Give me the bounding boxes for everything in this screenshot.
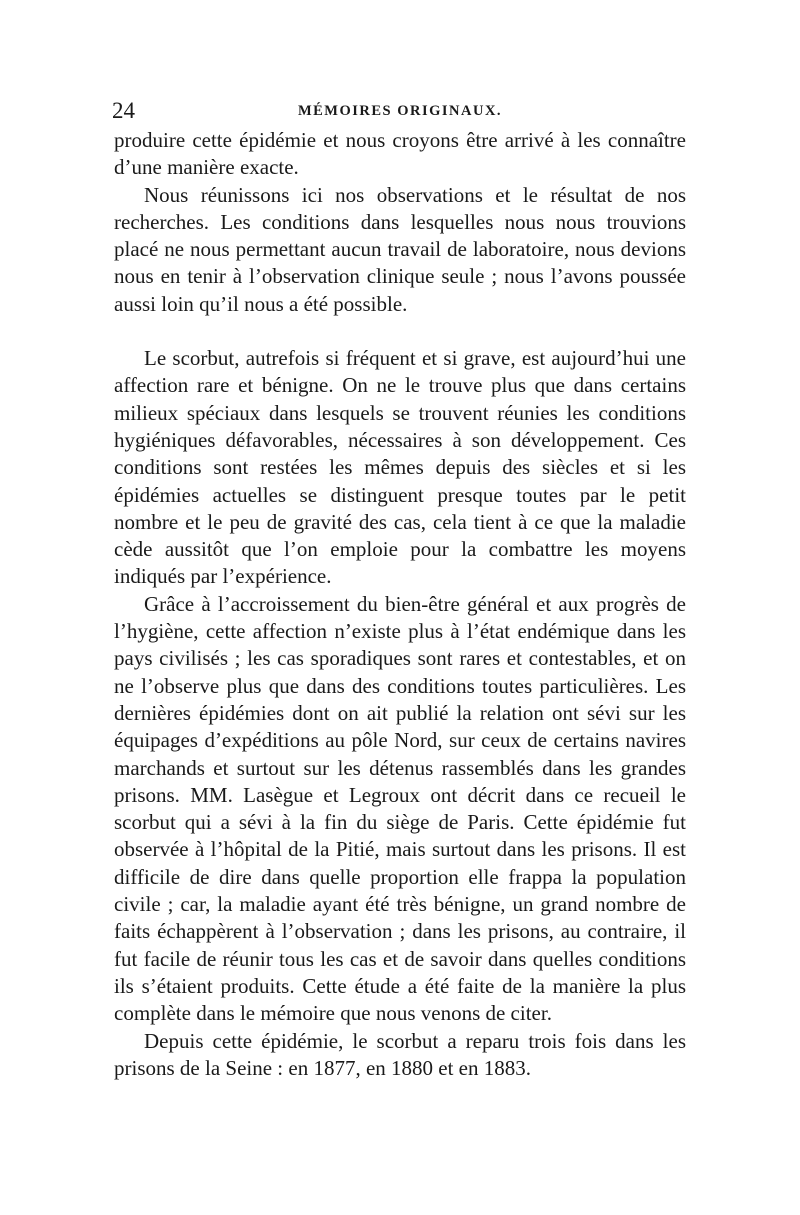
paragraph-observations: Nous réunissons ici nos observations et le résultat de nos recherches. Les conditions dans lesquelles nous nous trouvions placé ne nous permettant aucun travail de laboratoire, nous devions nous en tenir à l’observation clinique seule ; nous l’avons poussée aussi loin qu’il nous a été possible. (114, 182, 686, 316)
page-header (112, 98, 688, 128)
page-number: 24 (112, 98, 135, 123)
section-break (114, 318, 686, 345)
paragraph-hygiene: Grâce à l’accroissement du bien-être général et aux progrès de l’hygiène, cette affection n’existe plus à l’état endémique dans les pays civilisés ; les cas sporadiques sont rares et contestables, et on ne l’observe plus que dans des conditions toutes particulières. Les dernières épidémies dont on ait publié la relation ont sévi sur les équipages d’expéditions au pôle Nord, sur ceux de certains navires marchands et surtout sur les détenus rassemblés dans les grandes prisons. MM. Lasègue et Legroux ont décrit dans ce recueil le scorbut qui a sévi à la fin du siège de Paris. Cette épidémie fut observée à l’hôpital de la Pitié, mais surtout dans les prisons. Il est difficile de dire dans quelle proportion elle frappa la population civile ; car, la maladie ayant été très bénigne, un grand nombre de faits échappèrent à l’observation ; dans les prisons, au contraire, il fut facile de réunir tous les cas et de savoir dans quelles conditions ils s’étaient produits. Cette étude a été faite de la manière la plus complète dans le mémoire que nous venons de citer. (114, 591, 686, 1026)
paragraph-scorbut-intro: Le scorbut, autrefois si fréquent et si grave, est aujourd’hui une affection rare et bénigne. On ne le trouve plus que dans certains milieux spéciaux dans lesquels se trouvent réunies les conditions hygiéniques défavorables, nécessaires à son développement. Ces conditions sont restées les mêmes depuis des siècles et si les épidémies actuelles se distinguent presque toutes par le petit nombre et le peu de gravité des cas, cela tient à ce que la maladie cède aussitôt que l’on emploie pour la combattre les moyens indiqués par l’expérience. (114, 346, 686, 589)
running-head: MÉMOIRES ORIGINAUX. (297, 103, 503, 119)
paragraph-prisons: Depuis cette épidémie, le scorbut a reparu trois fois dans les prisons de la Seine : en 1877, en 1880 et en 1883. (114, 1028, 686, 1080)
paragraph-continuation: produire cette épidémie et nous croyons être arrivé à les connaître d’une manière exacte. (114, 128, 686, 180)
body-text (114, 127, 686, 1082)
